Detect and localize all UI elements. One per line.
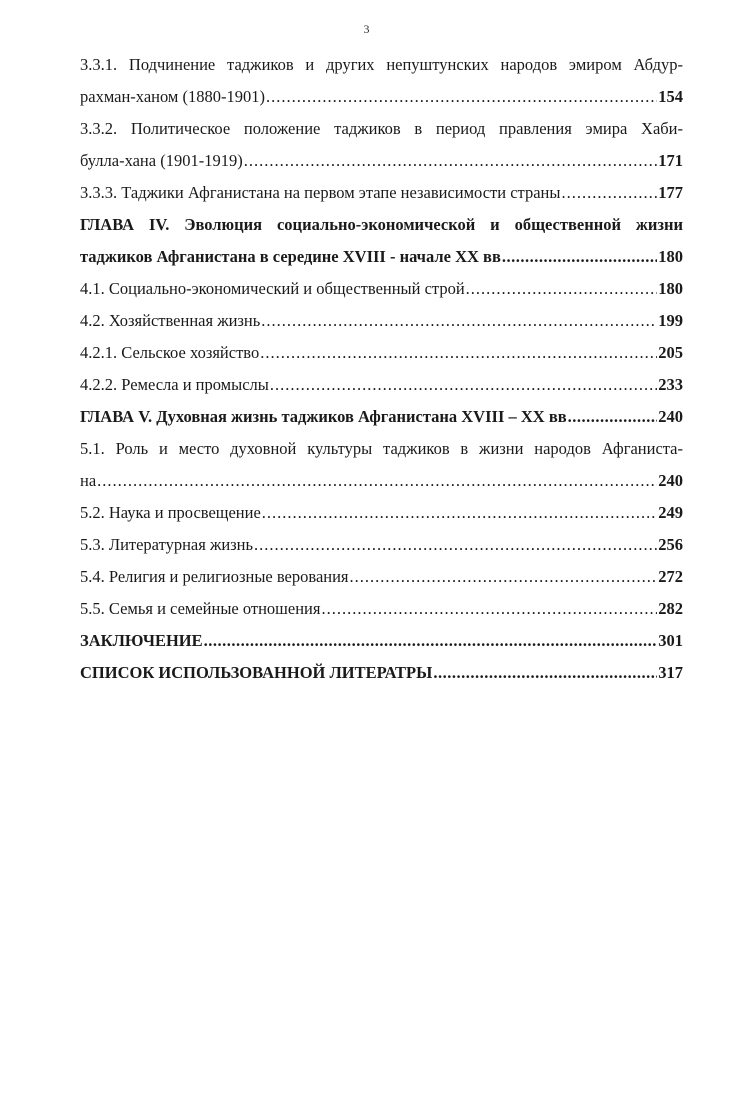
toc-entry [80,465,683,497]
toc-entry [80,401,683,433]
toc-entry-title: 5.2. Наука и просвещение [80,503,261,522]
toc-line-continued: 5.1. Роль и место духовной культуры таджиков в жизни народов Афганиста- [80,439,683,458]
dot-leader [321,593,657,625]
dot-leader [244,145,658,177]
toc-entry-page: 154 [658,87,683,106]
toc-entry [80,625,683,657]
toc-entry [80,561,683,593]
toc-entry-page: 233 [658,375,683,394]
toc-entry-title: 4.1. Социально-экономический и общественный строй [80,279,465,298]
toc-entry-title: 4.2.1. Сельское хозяйство [80,343,260,362]
toc-entry-page: 249 [658,503,683,522]
toc-entry-title: СПИСОК ИСПОЛЬЗОВАННОЙ ЛИТЕРАТРЫ [80,663,433,682]
toc-entry-page: 256 [658,535,683,554]
toc-entry-page: 205 [658,343,683,362]
toc-line-continued: ГЛАВА IV. Эволюция социально-экономической и общественной жизни [80,215,683,234]
toc-entry-title: на [80,471,97,490]
toc-entry-page: 317 [658,663,683,682]
toc-entry-title: 5.5. Семья и семейные отношения [80,599,321,618]
toc-entry [80,529,683,561]
toc-entry-page: 177 [658,183,683,202]
toc-entry-page: 240 [658,407,683,426]
toc-entry [80,305,683,337]
toc-entry-title: 5.4. Религия и религиозные верования [80,567,349,586]
toc-entry-title: 3.3.3. Таджики Афганистана на первом этапе независимости страны [80,183,561,202]
toc-entry-title: таджиков Афганистана в середине XVIII - начале XX вв [80,247,501,266]
toc-entry [80,81,683,113]
dot-leader [266,81,657,113]
dot-leader [262,497,657,529]
dot-leader [254,529,657,561]
toc-entry-page: 199 [658,311,683,330]
toc-entry [80,273,683,305]
toc-entry [80,657,683,689]
toc-entry-page: 180 [658,247,683,266]
toc-entry-title: ГЛАВА V. Духовная жизнь таджиков Афганистана XVIII – XX вв [80,407,567,426]
toc-entry [80,369,683,401]
page-number: 3 [363,22,370,36]
dot-leader [466,273,658,305]
toc-entry-page: 282 [658,599,683,618]
toc-line-continued: 3.3.2. Политическое положение таджиков в период правления эмира Хаби- [80,119,683,138]
toc-entry-title: ЗАКЛЮЧЕНИЕ [80,631,203,650]
toc-entry [80,177,683,209]
toc-entry [80,497,683,529]
dot-leader [261,305,657,337]
dot-leader [260,337,657,369]
dot-leader [433,657,657,689]
dot-leader [204,625,658,657]
toc-entry-title: 4.2.2. Ремесла и промыслы [80,375,269,394]
toc-entry-title: 4.2. Хозяйственная жизнь [80,311,261,330]
toc-entry-title: булла-хана (1901-1919) [80,151,243,170]
toc-entry [80,145,683,177]
toc-entry [80,337,683,369]
toc-entry [80,593,683,625]
dot-leader [97,465,657,497]
dot-leader [568,401,658,433]
toc-entry-page: 180 [658,279,683,298]
dot-leader [350,561,658,593]
dot-leader [270,369,657,401]
toc-line-continued: 3.3.1. Подчинение таджиков и других непуштунских народов эмиром Абдур- [80,55,683,74]
dot-leader [561,177,657,209]
table-of-contents [80,49,683,689]
toc-entry-title: 5.3. Литературная жизнь [80,535,254,554]
toc-entry-page: 240 [658,471,683,490]
toc-entry-page: 301 [658,631,683,650]
toc-entry-title: рахман-ханом (1880-1901) [80,87,265,106]
toc-entry-page: 171 [658,151,683,170]
dot-leader [502,241,657,273]
toc-entry-page: 272 [658,567,683,586]
toc-entry [80,241,683,273]
